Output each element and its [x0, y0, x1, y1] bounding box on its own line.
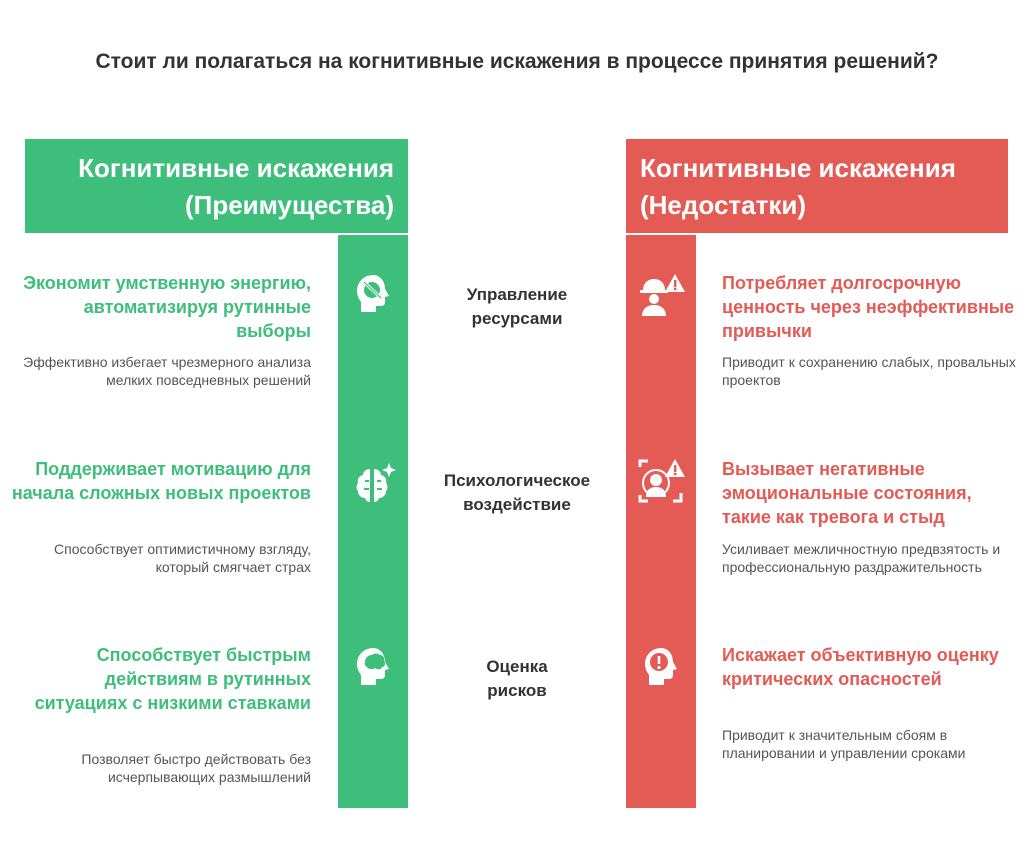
- focus-person-warning-icon: [637, 457, 685, 505]
- con-desc-3: Приводит к значительным сбоям в планировании и управлении сроками: [722, 727, 966, 761]
- pros-bar: [338, 235, 408, 808]
- con-desc-2: Усиливает межличностную предвзятость и профессиональную раздражительность: [722, 541, 1001, 575]
- pro-desc-1: Эффективно избегает чрезмерного анализа мелких повседневных решений: [23, 354, 311, 388]
- pro-desc-3: Позволяет быстро действовать без исчерпывающих размышлений: [81, 751, 311, 785]
- pro-title-2: Поддерживает мотивацию для начала сложных новых проектов: [11, 459, 311, 503]
- cons-header-line2: (Недостатки): [640, 190, 806, 220]
- brain-sparkle-icon: [349, 459, 397, 507]
- con-desc-1: Приводит к сохранению слабых, провальных проектов: [722, 354, 1016, 388]
- category-line: воздействие: [463, 495, 571, 514]
- con-title-1: Потребляет долгосрочную ценность через неэффективные привычки: [722, 273, 1015, 341]
- con-title-3: Искажает объективную оценку критических опасностей: [722, 645, 999, 689]
- pros-header: [25, 139, 408, 233]
- head-exclamation-icon: [637, 643, 685, 691]
- category-line: ресурсами: [471, 309, 563, 328]
- pros-header-line2: (Преимущества): [184, 190, 394, 220]
- cons-bar: [626, 235, 696, 808]
- category-line: Психологическое: [443, 471, 591, 490]
- page-title: Стоит ли полагаться на когнитивные искажения в процессе принятия решений?: [95, 50, 939, 73]
- category-line: Оценка: [486, 657, 548, 676]
- pro-title-3: Способствует быстрым действиям в рутинных ситуациях с низкими ставками: [34, 645, 311, 713]
- pro-title-1: Экономит умственную энергию, автоматизируя рутинные выборы: [23, 273, 311, 341]
- cons-header: [626, 139, 1008, 233]
- cons-header-line1: Когнитивные искажения: [640, 153, 956, 183]
- pro-desc-2: Способствует оптимистичному взгляду, который смягчает страх: [54, 541, 311, 575]
- category-psychology: [408, 469, 626, 517]
- pros-header-line1: Когнитивные искажения: [78, 153, 394, 183]
- category-risks: [408, 655, 626, 703]
- category-resources: [408, 283, 626, 331]
- category-line: Управление: [466, 285, 568, 304]
- con-title-2: Вызывает негативные эмоциональные состояния, такие как тревога и стыд: [722, 459, 972, 527]
- brain-off-head-icon: [349, 270, 397, 318]
- category-line: рисков: [487, 681, 547, 700]
- head-brain-icon: [349, 643, 397, 691]
- worker-warning-icon: [637, 270, 685, 318]
